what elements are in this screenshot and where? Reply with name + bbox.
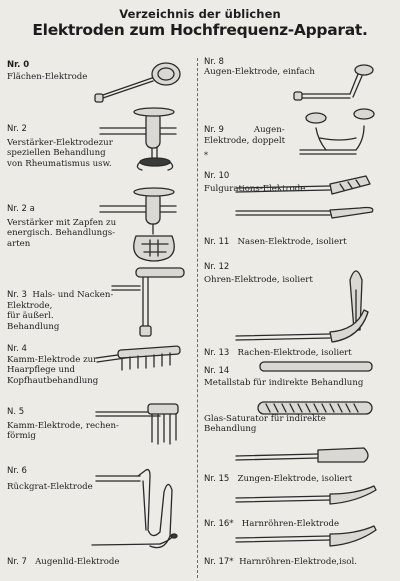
item-number: Nr. 4 <box>7 344 27 354</box>
asterisk-mark: * <box>204 151 208 160</box>
double-eye-electrode-drawing <box>300 109 374 154</box>
item-label: Kamm-Elektrode zur Haarpflege und Kopfhautbehandlung <box>7 355 99 386</box>
item-label: Verstärker-Elektrodezur speziellen Behandlung von Rheumatismus usw. <box>7 138 113 169</box>
throat-electrode-drawing <box>236 310 368 342</box>
item-label: Rückgrat-Elektrode <box>7 482 93 492</box>
item-label: Flächen-Elektrode <box>7 72 88 82</box>
item-number: Nr. 2 <box>7 124 27 134</box>
item-number: Nr. 14 <box>204 366 230 376</box>
item-label: Augen-Elektrode, einfach <box>204 67 315 77</box>
item-heading: Nr. 11 Nasen-Elektrode, isoliert <box>204 237 347 247</box>
glass-saturator-drawing <box>258 402 372 414</box>
item-number: Nr. 8 <box>204 57 224 67</box>
catalog-title: Elektroden zum Hochfrequenz-Apparat. <box>32 21 368 39</box>
item-label: Verstärker mit Zapfen zu energisch. Behandlungs- arten <box>7 218 117 249</box>
item-heading: Nr. 7 Augenlid-Elektrode <box>7 557 120 567</box>
item-label: Elektrode, doppelt <box>204 136 286 146</box>
item-label: Fulgurations-Elektrode <box>204 184 306 194</box>
item-number: Nr. 12 <box>204 262 230 272</box>
item-heading: Nr. 9 Augen- <box>204 125 285 135</box>
item-number: Nr. 6 <box>7 466 27 476</box>
item-number: Nr. 2 a <box>7 204 35 214</box>
eye-electrode-drawing <box>294 65 373 100</box>
urethra-electrode-drawing <box>236 486 376 504</box>
item-heading: Nr. 15 Zungen-Elektrode, isoliert <box>204 474 353 484</box>
item-heading: Nr. 17* Harnröhren-Elektrode,isol. <box>204 557 357 567</box>
item-number: Nr. 10 <box>204 171 230 181</box>
item-label: Ohren-Elektrode, isoliert <box>204 275 313 285</box>
item-heading: Nr. 13 Rachen-Elektrode, isoliert <box>204 348 352 358</box>
item-label: Kamm-Elektrode, rechen- förmig <box>7 421 119 442</box>
asterisk-mark: * <box>229 519 234 529</box>
metal-rod-drawing <box>260 362 372 371</box>
nose-electrode-drawing <box>236 208 373 219</box>
item-number: Nr. 0 <box>7 60 30 70</box>
item-label: Elektrode, für äußerl. Behandlung <box>7 301 60 332</box>
urethra-isolated-electrode-drawing <box>236 526 376 546</box>
fulguration-electrode-drawing <box>236 176 370 194</box>
item-heading: Nr. 3 Hals- und Nacken- <box>7 290 114 300</box>
tongue-electrode-drawing <box>236 448 368 462</box>
item-label: Glas-Saturator für indirekte Behandlung <box>204 414 326 435</box>
item-heading: Nr. 16* Harnröhren-Elektrode <box>204 519 340 529</box>
catalog-subtitle: Verzeichnis der üblichen <box>119 7 281 21</box>
item-number: N. 5 <box>7 407 25 417</box>
item-label: Metallstab für indirekte Behandlung <box>204 378 364 388</box>
asterisk-mark: * <box>229 557 234 567</box>
